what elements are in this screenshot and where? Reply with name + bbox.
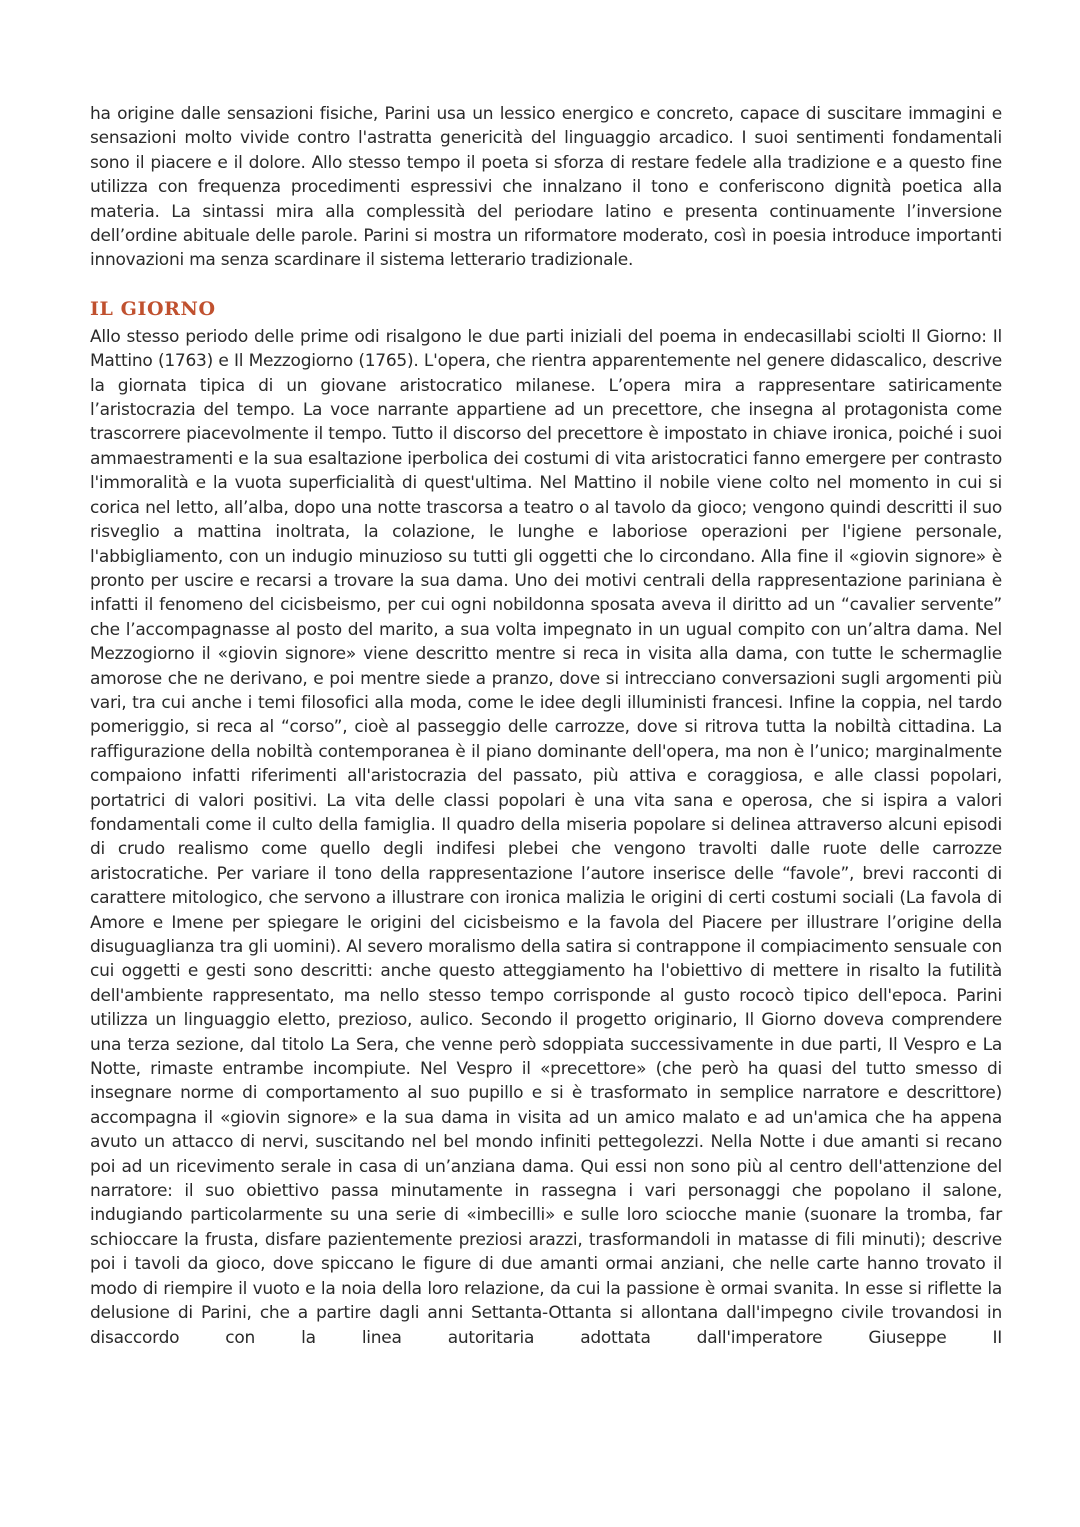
- document-page: [90, 102, 1002, 1350]
- section-title: IL GIORNO: [90, 297, 216, 320]
- section-paragraph: Allo stesso periodo delle prime odi risalgono le due parti iniziali del poema in endecasillabi sciolti Il Giorno: Il Mattino (1763) e Il Mezzogiorno (1765). L'opera, che rientra apparentemente nel genere didascalico, descrive la giornata tipica di un giovane aristocratico milanese. L’opera mira a rappresentare satiricamente l’aristocrazia del tempo. La voce narrante appartiene ad un precettore, che insegna al protagonista come trascorrere piacevolmente il tempo. Tutto il discorso del precettore è impostato in chiave ironica, poiché i suoi ammaestramenti e la sua esaltazione iperbolica dei costumi di vita aristocratici fanno emergere per contrasto l'immoralità e la vuota superficialità di quest'ultima. Nel Mattino il nobile viene colto nel momento in cui si corica nel letto, all’alba, dopo una notte trascorsa a teatro o al tavolo da gioco; vengono quindi descritti il suo risveglio a mattina inoltrata, la colazione, le lunghe e laboriose operazioni per l'igiene personale, l'abbigliamento, con un indugio minuzioso su tutti gli oggetti che lo circondano. Alla fine il «giovin signore» è pronto per uscire e recarsi a trovare la sua dama. Uno dei motivi centrali della rappresentazione pariniana è infatti il fenomeno del cicisbeismo, per cui ogni nobildonna sposata aveva il diritto ad un “cavalier servente” che l’accompagnasse al posto del marito, a sua volta impegnato in un ugual compito con un’altra dama. Nel Mezzogiorno il «giovin signore» viene descritto mentre si reca in visita alla dama, con tutte le schermaglie amorose che ne derivano, e poi mentre siede a pranzo, dove si intrecciano conversazioni sugli argomenti più vari, tra cui anche i temi filosofici alla moda, come le idee degli illuministi francesi. Infine la coppia, nel tardo pomeriggio, si reca al “corso”, cioè al passeggio delle carrozze, dove si ritrova tutta la nobiltà cittadina. La raffigurazione della nobiltà contemporanea è il piano dominante dell'opera, ma non è l’unico; marginalmente compaiono infatti riferimenti all'aristocrazia del passato, più attiva e coraggiosa, e alle classi popolari, portatrici di valori positivi. La vita delle classi popolari è una vita sana e operosa, che si ispira a valori fondamentali come il culto della famiglia. Il quadro della miseria popolare si delinea attraverso alcuni episodi di crudo realismo come quello degli indifesi plebei che vengono travolti dalle ruote delle carrozze aristocratiche. Per variare il tono della rappresentazione l’autore inserisce delle “favole”, brevi racconti di carattere mitologico, che servono a illustrare con ironica malizia le origini di certi costumi sociali (La favola di Amore e Imene per spiegare le origini del cicisbeismo e la favola del Piacere per illustrare l’origine della disuguaglianza tra gli uomini). Al severo moralismo della satira si contrappone il compiacimento sensuale con cui oggetti e gesti sono descritti: anche questo atteggiamento ha l'obiettivo di mettere in risalto la futilità dell'ambiente rappresentato, ma nello stesso tempo corrisponde al gusto rococò tipico dell'epoca. Parini utilizza un linguaggio eletto, prezioso, aulico. Secondo il progetto originario, Il Giorno doveva comprendere una terza sezione, dal titolo La Sera, che venne però sdoppiata successivamente in due parti, Il Vespro e La Notte, rimaste entrambe incompiute. Nel Vespro il «precettore» (che però ha quasi del tutto smesso di insegnare norme di comportamento al suo pupillo e si è trasformato in semplice narratore e descrittore) accompagna il «giovin signore» e la sua dama in visita ad un amico malato e ad un'amica che ha appena avuto un attacco di nervi, suscitando nel bel mondo infiniti pettegolezzi. Nella Notte i due amanti si recano poi ad un ricevimento serale in casa di un’anziana dama. Qui essi non sono più al centro dell'attenzione del narratore: il suo obiettivo passa minutamente in rassegna i vari personaggi che popolano il salone, indugiando particolarmente su una serie di «imbecilli» e sulle loro sciocche manie (suonare la tromba, far schioccare la frusta, disfare pazientemente preziosi arazzi, trasformandoli in matasse di fili minuti); descrive poi i tavoli da gioco, dove spiccano le figure di due amanti ormai anziani, che nelle carte hanno trovato il modo di riempire il vuoto e la noia della loro relazione, da cui la passione è ormai svanita. In esse si riflette la delusione di Parini, che a partire dagli anni Settanta-Ottanta si allontana dall'impegno civile trovandosi in disaccordo con la linea autoritaria adottata dall'imperatore Giuseppe II: [90, 326, 1002, 1348]
- intro-paragraph: ha origine dalle sensazioni fisiche, Parini usa un lessico energico e concreto, capace di suscitare immagini e sensazioni molto vivide contro l'astratta genericità del linguaggio arcadico. I suoi sentimenti fondamentali sono il piacere e il dolore. Allo stesso tempo il poeta si sforza di restare fedele alla tradizione e a questo fine utilizza con frequenza procedimenti espressivi che innalzano il tono e conferiscono dignità poetica alla materia. La sintassi mira alla complessità del periodare latino e presenta continuamente l’inversione dell’ordine abituale delle parole. Parini si mostra un riformatore moderato, così in poesia introduce importanti innovazioni ma senza scardinare il sistema letterario tradizionale.: [90, 104, 1002, 271]
